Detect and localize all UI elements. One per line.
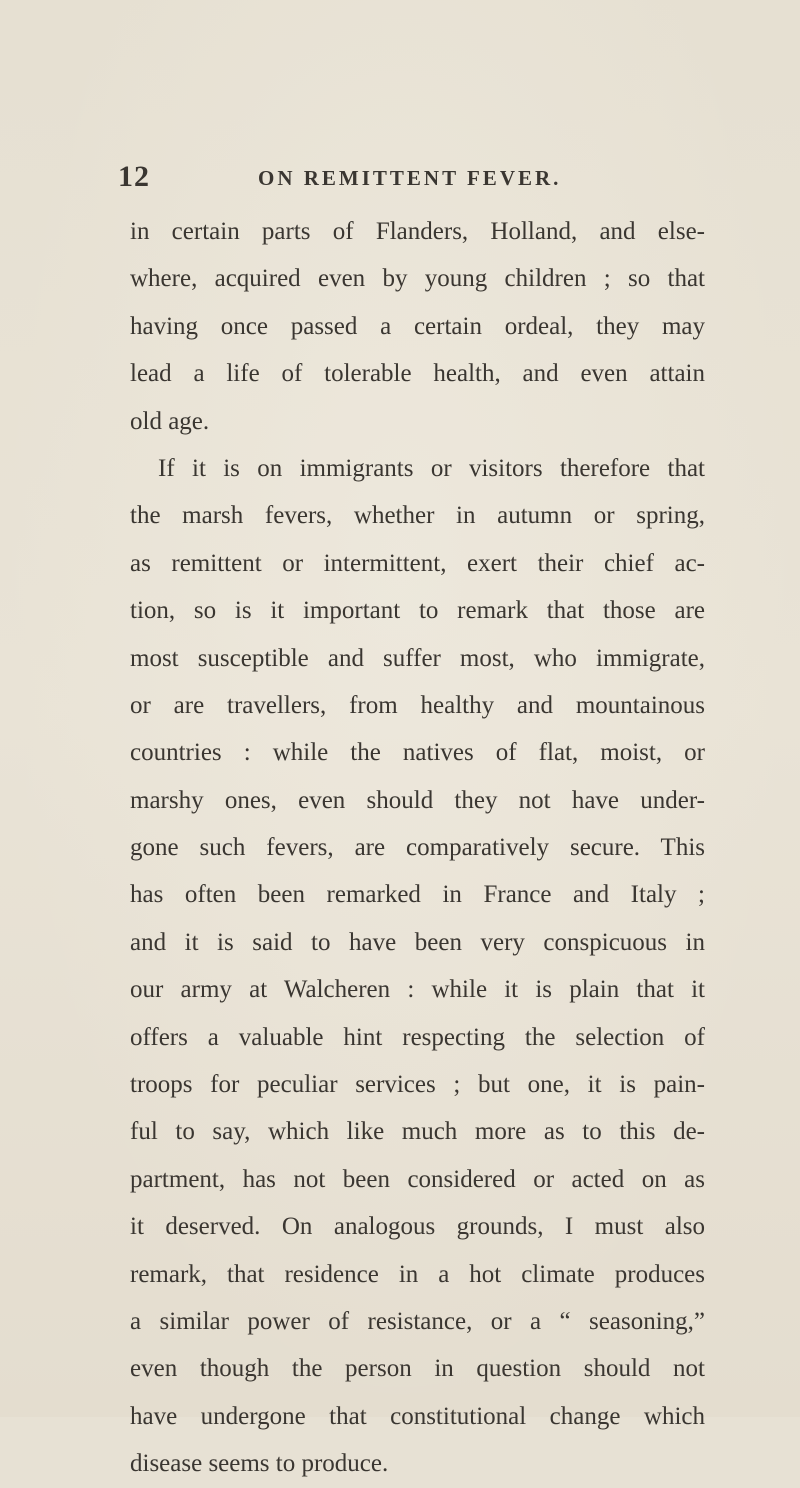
- text-line: disease seems to produce.: [130, 1450, 389, 1478]
- text-line: marshy ones, even should they not have under-: [130, 786, 705, 814]
- text-line: remark, that residence in a hot climate produces: [130, 1260, 705, 1288]
- body-text: [130, 208, 705, 1488]
- text-line: partment, has not been considered or acted on as: [130, 1165, 705, 1193]
- text-line: lead a life of tolerable health, and even attain: [130, 360, 705, 388]
- text-line: in certain parts of Flanders, Holland, and else-: [130, 218, 705, 245]
- text-line: old age.: [130, 407, 210, 435]
- text-line: has often been remarked in France and Italy ;: [130, 881, 705, 909]
- text-line: ful to say, which like much more as to this de-: [130, 1118, 705, 1146]
- running-title: ON REMITTENT FEVER.: [258, 166, 562, 190]
- text-line: and it is said to have been very conspicuous in: [130, 928, 705, 956]
- text-line: countries : while the natives of flat, moist, or: [130, 739, 705, 767]
- text-line: having once passed a certain ordeal, they may: [130, 312, 705, 340]
- text-line: even though the person in question should not: [130, 1355, 705, 1383]
- text-line: it deserved. On analogous grounds, I must also: [130, 1213, 705, 1241]
- text-line: our army at Walcheren : while it is plain that it: [130, 976, 705, 1004]
- paragraph-start-line: If it is on immigrants or visitors therefore that: [158, 454, 705, 482]
- text-line: as remittent or intermittent, exert their chief ac-: [130, 549, 705, 577]
- running-head: [118, 160, 718, 200]
- text-line: have undergone that constitutional change which: [130, 1402, 705, 1430]
- text-line: a similar power of resistance, or a “ seasoning,”: [130, 1307, 705, 1335]
- text-line: offers a valuable hint respecting the selection of: [130, 1023, 705, 1051]
- text-line: the marsh fevers, whether in autumn or spring,: [130, 502, 705, 530]
- text-line: where, acquired even by young children ; so that: [130, 265, 705, 293]
- text-line: tion, so is it important to remark that those are: [130, 597, 705, 625]
- text-line: or are travellers, from healthy and mountainous: [130, 691, 705, 719]
- page-number: 12: [118, 160, 150, 193]
- text-line: gone such fevers, are comparatively secure. This: [130, 834, 705, 862]
- text-line: troops for peculiar services ; but one, it is pain-: [130, 1071, 705, 1099]
- text-line: most susceptible and suffer most, who immigrate,: [130, 644, 705, 672]
